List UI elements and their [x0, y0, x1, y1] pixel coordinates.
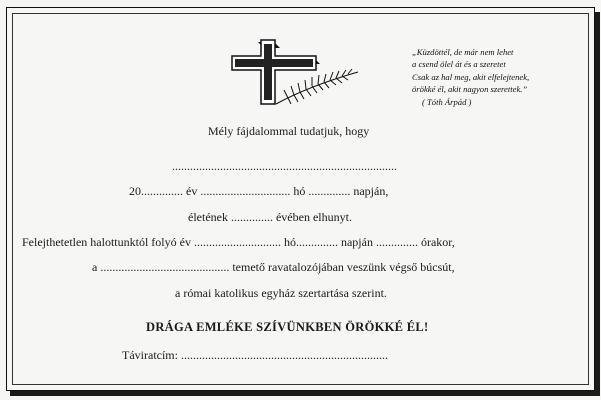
telegram-address-line: Táviratcím: .....................................................................: [122, 348, 388, 362]
card-shadow-bottom: [10, 391, 600, 396]
poem-line: örökké él, akit nagyon szerettek.”: [412, 84, 528, 95]
name-field-line: ...........................................................................: [172, 159, 397, 173]
cemetery-line: a ........................................... temető ravatalozójában veszünk végső búcsút,: [92, 260, 455, 274]
poem-line: a csend ölel át és a szeretet: [412, 59, 506, 70]
age-line: életének .............. évében elhunyt.: [188, 210, 352, 224]
date-of-death-line: 20.............. év .............................. hó .............. napján,: [129, 184, 389, 198]
poem-quote: [412, 46, 529, 108]
funeral-date-line: Felejthetetlen halottunktól folyó év ............................. hó.............. napján .............. órakor,: [22, 235, 455, 249]
church-rite-line: a római katolikus egyház szertartása szerint.: [175, 286, 387, 300]
poem-line: „Küzdöttél, de már nem lehet: [412, 47, 514, 57]
cross-with-palm-icon: [228, 34, 378, 114]
memorial-motto: DRÁGA EMLÉKE SZÍVÜNKBEN ÖRÖKKÉ ÉL!: [146, 320, 429, 334]
card-shadow-right: [595, 12, 600, 394]
intro-text: Mély fájdalommal tudatjuk, hogy: [208, 124, 370, 138]
poem-author: ( Tóth Árpád ): [422, 96, 472, 107]
poem-line: Csak az hal meg, akit elfelejtenek,: [412, 71, 530, 82]
